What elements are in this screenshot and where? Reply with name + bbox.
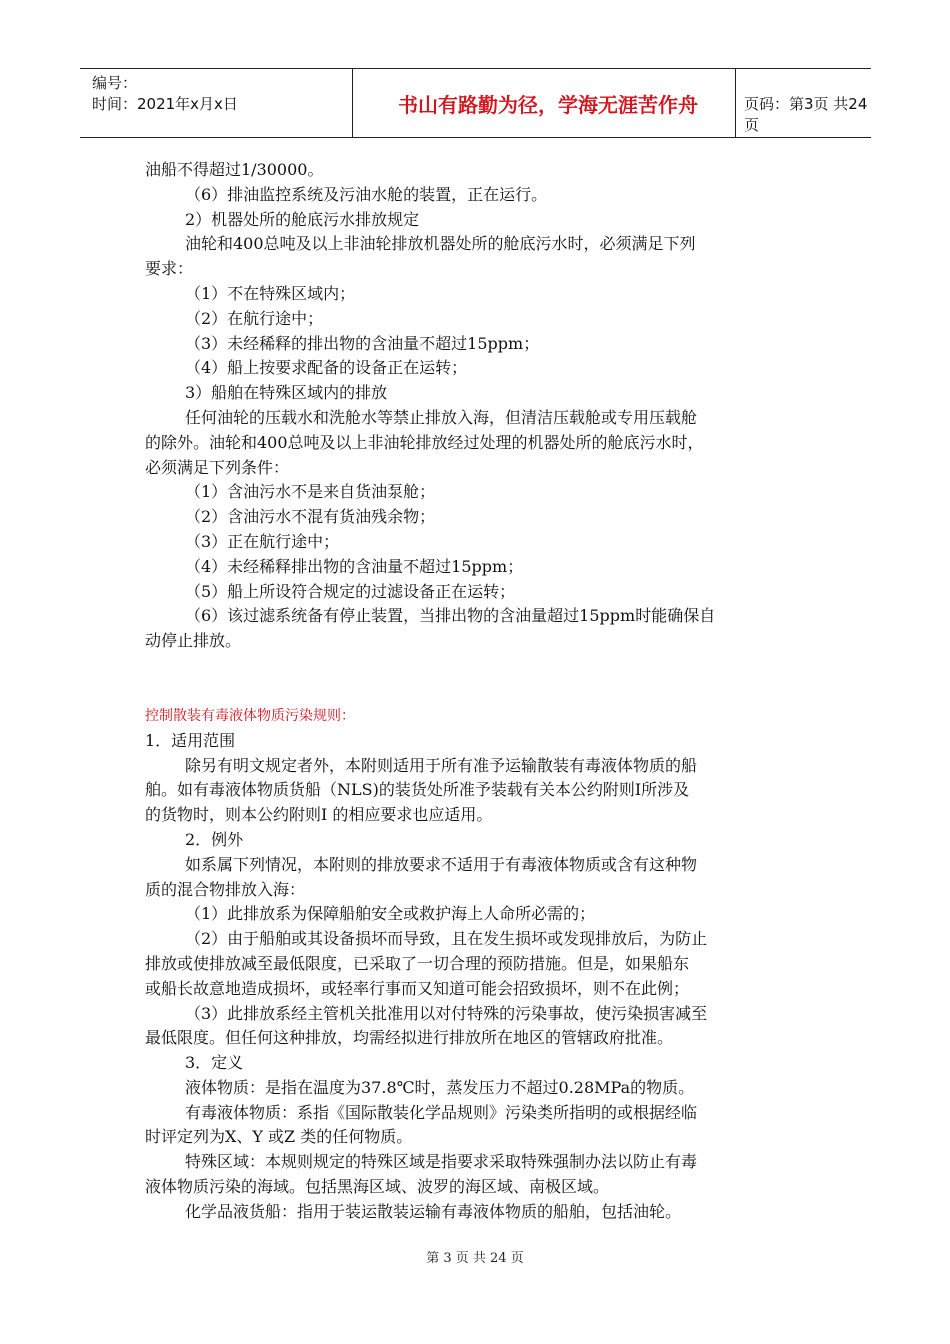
list-item: （1）不在特殊区域内； <box>185 283 356 303</box>
list-item: （3）正在航行途中； <box>185 531 340 551</box>
body-line: 油轮和400总吨及以上非油轮排放机器处所的舱底污水时，必须满足下列 <box>185 234 696 254</box>
subsection-heading: 2）机器处所的舱底污水排放规定 <box>185 209 420 229</box>
section-heading: 控制散装有毒液体物质污染规则： <box>145 707 355 724</box>
body-line: 舶。如有毒液体物质货船（NLS)的装货处所准予装载有关本公约附则Ⅰ所涉及 <box>145 780 690 800</box>
header-page-number: 页码：第3页 共24页 <box>744 95 868 134</box>
body-line: 要求： <box>145 259 194 279</box>
list-item: （1）此排放系为保障船舶安全或救护海上人命所必需的； <box>185 904 596 924</box>
list-item: （2）含油污水不混有货油残余物； <box>185 507 436 527</box>
document-time-label: 时间：2021年x月x日 <box>92 95 238 113</box>
body-line: 的除外。油轮和400总吨及以上非油轮排放经过处理的机器处所的舱底污水时， <box>145 432 704 452</box>
body-line: 的货物时，则本公约附则Ⅰ 的相应要求也应适用。 <box>145 805 493 825</box>
header-meta <box>92 73 238 115</box>
body-line: 液体物质污染的海域。包括黑海区域、波罗的海区域、南极区域。 <box>145 1177 610 1197</box>
header-motto: 书山有路勤为径，学海无涯苦作舟 <box>398 92 698 117</box>
page-footer: 第 3 页 共 24 页 <box>426 1251 524 1266</box>
body-line: 必须满足下列条件： <box>145 457 290 477</box>
body-line: 油船不得超过1/30000。 <box>145 160 324 179</box>
body-line: 或船长故意地造成损坏，或轻率行事而又知道可能会招致损坏，则不在此例； <box>145 978 690 998</box>
definition-line: 有毒液体物质：系指《国际散装化学品规则》污染类所指明的或根据经临 <box>185 1102 698 1122</box>
list-item: （4）船上按要求配备的设备正在运转； <box>185 358 468 378</box>
list-item: （3）此排放系经主管机关批准用以对付特殊的污染事故，使污染损害减至 <box>185 1003 708 1023</box>
numbered-heading: 3．定义 <box>185 1053 244 1073</box>
definition-line: 化学品液货船：指用于装运散装运输有毒液体物质的船舶，包括油轮。 <box>185 1201 682 1221</box>
document-body <box>145 158 810 1225</box>
list-item: （2）在航行途中； <box>185 308 324 328</box>
list-item: （5）船上所设符合规定的过滤设备正在运转； <box>185 581 516 601</box>
document-number-label: 编号： <box>92 74 138 92</box>
list-item: （1）含油污水不是来自货油泵舱； <box>185 482 436 502</box>
subsection-heading: 3）船舶在特殊区域内的排放 <box>185 383 388 403</box>
body-line: 时评定列为X、Y 或Z 类的任何物质。 <box>145 1127 413 1147</box>
list-item: （2）由于船舶或其设备损坏而导致，且在发生损坏或发现排放后，为防止 <box>185 929 708 949</box>
page-header <box>80 68 871 138</box>
body-line: 任何油轮的压载水和洗舱水等禁止排放入海，但清洁压载舱或专用压载舱 <box>185 407 698 427</box>
definition-line: 特殊区域：本规则规定的特殊区域是指要求采取特殊强制办法以防止有毒 <box>185 1152 698 1172</box>
definition-line: 液体物质：是指在温度为37.8℃时，蒸发压力不超过0.28MPa的物质。 <box>185 1077 695 1097</box>
list-item: （4）未经稀释排出物的含油量不超过15ppm； <box>185 556 524 576</box>
section-spacer <box>145 654 810 704</box>
body-line: 最低限度。但任何这种排放，均需经拟进行排放所在地区的管辖政府批准。 <box>145 1028 674 1048</box>
body-line: 动停止排放。 <box>145 631 242 651</box>
body-line: 质的混合物排放入海： <box>145 879 306 899</box>
numbered-heading: 2．例外 <box>185 829 244 849</box>
body-line: 如系属下列情况，本附则的排放要求不适用于有毒液体物质或含有这种物 <box>185 854 698 874</box>
list-item: （3）未经稀释的排出物的含油量不超过15ppm； <box>185 333 540 353</box>
body-line: （6）排油监控系统及污油水舱的装置，正在运行。 <box>185 184 548 204</box>
header-divider-right <box>735 69 736 137</box>
list-item: （6）该过滤系统备有停止装置，当排出物的含油量超过15ppm时能确保自 <box>185 606 716 626</box>
body-line: 除另有明文规定者外，本附则适用于所有准予运输散装有毒液体物质的船 <box>185 755 698 775</box>
numbered-heading: 1．适用范围 <box>145 730 236 750</box>
header-divider-left <box>352 69 353 137</box>
body-line: 排放或使排放减至最低限度，已采取了一切合理的预防措施。但是，如果船东 <box>145 953 690 973</box>
